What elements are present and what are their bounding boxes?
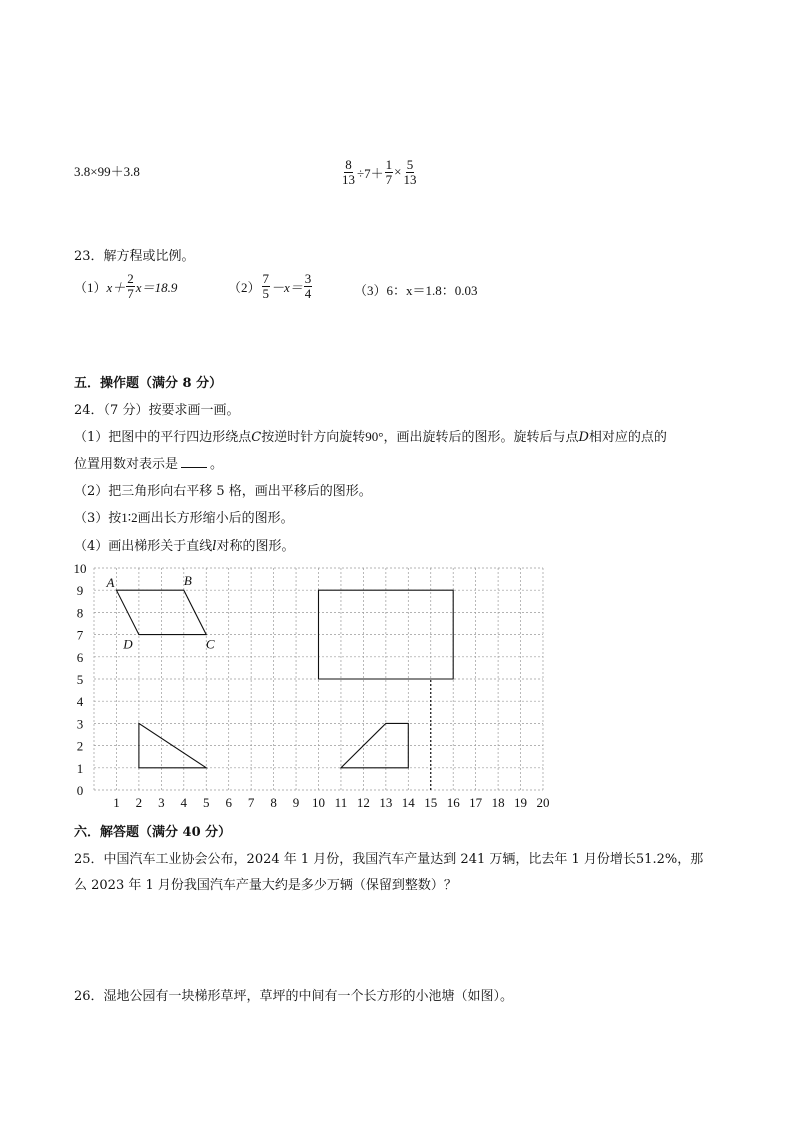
- x-tick-label: 3: [158, 795, 165, 810]
- vertex-label-c: C: [205, 636, 215, 652]
- y-tick-label: 6: [76, 649, 84, 665]
- y-tick-label: 8: [76, 605, 84, 621]
- x-tick-label: 19: [514, 795, 528, 810]
- x-tick-label: 9: [292, 795, 300, 810]
- vertex-label-d: D: [123, 636, 133, 652]
- q23-problem-1: （1） x＋ $\frac{2}{7}$ x＝18.9: [74, 271, 178, 301]
- q24-item-2: （2）把三角形向右平移 5 格，画出平移后的图形。: [74, 484, 372, 499]
- q24-item-3: （3）按1∶2画出长方形缩小后的图形。: [74, 510, 294, 526]
- fraction-1-7: $\frac{1}{7}$: [385, 157, 393, 187]
- expression-2: $\frac{8}{13}$ ÷7＋ $\frac{1}{7}$ × $\frac{5}{13}$: [342, 157, 417, 187]
- section-6-title: 六．解答题（满分 40 分）: [74, 825, 232, 840]
- y-tick-label: 5: [76, 672, 84, 687]
- x-tick-label: 11: [334, 795, 348, 810]
- triangle: [139, 723, 206, 767]
- y-tick-label: 1: [76, 760, 84, 776]
- fraction-2-7: $\frac{2}{7}$: [127, 271, 134, 301]
- x-tick-label: 2: [135, 795, 143, 810]
- x-tick-label: 20: [536, 795, 550, 810]
- q24-item-1-cont: 位置用数对表示是 。: [74, 457, 224, 472]
- fraction-3-4: $\frac{3}{4}$: [304, 271, 312, 301]
- section-5-title: 五．操作题（满分 8 分）: [74, 376, 223, 391]
- q24-item-4: （4）画出梯形关于直线l对称的图形。: [74, 539, 295, 554]
- y-tick-label: 9: [76, 583, 84, 599]
- x-tick-label: 6: [225, 795, 232, 810]
- q26-line-1: 26．湿地公园有一块梯形草坪，草坪的中间有一个长方形的小池塘（如图）。: [74, 989, 514, 1004]
- x-tick-label: 1: [113, 795, 120, 810]
- fraction-5-13: $\frac{5}{13}$: [403, 157, 417, 187]
- y-tick-label: 10: [73, 561, 87, 576]
- y-tick-label: 4: [76, 694, 84, 710]
- expression-1: 3.8×99＋3.8: [74, 164, 140, 179]
- q23-title: 23．解方程或比例。: [74, 249, 195, 264]
- fraction-8-13: $\frac{8}{13}$: [342, 157, 355, 187]
- x-tick-label: 10: [312, 795, 325, 810]
- q25-line-1: 25．中国汽车工业协会公布，2024 年 1 月份，我国汽车产量达到 241 万辆，比去年 1 月份增长51.2%，那: [74, 852, 704, 867]
- x-tick-label: 17: [469, 795, 483, 810]
- q24-title: 24．（7 分）按要求画一画。: [74, 403, 240, 418]
- y-tick-label: 2: [76, 738, 84, 754]
- x-tick-label: 13: [379, 795, 393, 810]
- y-tick-label: 3: [76, 716, 84, 732]
- x-tick-label: 8: [270, 795, 277, 810]
- x-tick-label: 15: [424, 795, 438, 810]
- vertex-label-a: A: [106, 575, 115, 591]
- x-tick-label: 7: [247, 795, 255, 810]
- q23-problem-3: （3） 6：x＝1.8：0.03: [354, 283, 478, 298]
- q25-line-2: 么 2023 年 1 月份我国汽车产量大约是多少万辆（保留到整数）？: [74, 878, 457, 893]
- x-tick-label: 14: [401, 795, 415, 810]
- x-tick-label: 16: [446, 795, 460, 810]
- y-tick-label: 0: [76, 783, 84, 798]
- x-tick-label: 18: [491, 795, 505, 810]
- q24-item-1: （1）把图中的平行四边形绕点C按逆时针方向旋转90°，画出旋转后的图形。旋转后与点D相对应的点的: [74, 429, 667, 445]
- x-tick-label: 5: [203, 795, 210, 810]
- q23-problem-2: （2） $\frac{7}{5}$ －x＝ $\frac{3}{4}$: [228, 271, 312, 301]
- x-tick-label: 12: [356, 795, 370, 810]
- fraction-7-5: $\frac{7}{5}$: [262, 271, 270, 301]
- vertex-label-b: B: [183, 573, 192, 589]
- y-tick-label: 7: [76, 627, 84, 643]
- x-tick-label: 4: [180, 795, 188, 810]
